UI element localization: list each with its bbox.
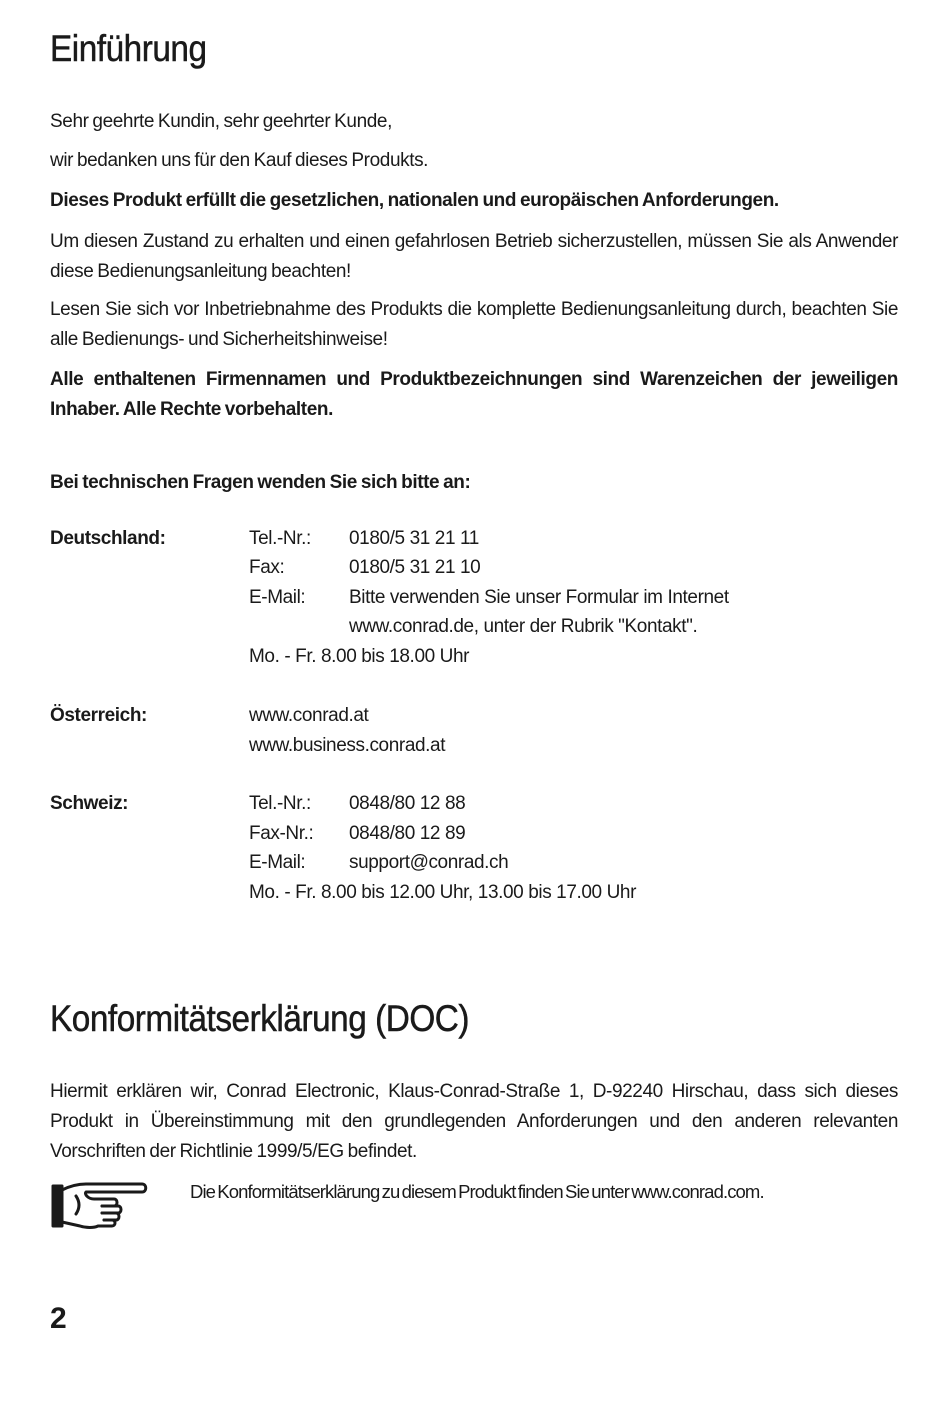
website-link: www.conrad.at	[249, 705, 369, 726]
website-link: www.business.conrad.at	[249, 735, 446, 756]
opening-hours: Mo. - Fr. 8.00 bis 18.00 Uhr	[249, 646, 470, 667]
greeting: Sehr geehrte Kundin, sehr geehrter Kunde,	[50, 111, 392, 132]
tel-value: 0180/5 31 21 11	[349, 528, 479, 549]
doc-text: Hiermit erklären wir, Conrad Electronic, Klaus-Conrad-Straße 1, D-92240 Hirschau, dass sich dieses Produkt in Übereinstimmung mit den grundlegenden Anforderungen und den anderen relevanten Vorschriften der Richtlinie 1999/5/EG befindet.	[50, 1081, 898, 1162]
tel-value: 0848/80 12 88	[349, 793, 466, 814]
fax-label: Fax-Nr.:	[249, 823, 314, 844]
tel-label: Tel.-Nr.:	[249, 793, 311, 814]
section-title-doc: Konformitätserklärung (DOC)	[50, 998, 470, 1039]
email-value-line1: Bitte verwenden Sie unser Formular im Internet	[349, 587, 729, 608]
tel-label: Tel.-Nr.:	[249, 528, 311, 549]
opening-hours: Mo. - Fr. 8.00 bis 12.00 Uhr, 13.00 bis 17.00 Uhr	[249, 882, 637, 903]
trademarks-text: Alle enthaltenen Firmennamen und Produktbezeichnungen sind Warenzeichen der jeweiligen Inhaber. Alle Rechte vorbehalten.	[50, 369, 898, 420]
read-text: Lesen Sie sich vor Inbetriebnahme des Produkts die komplette Bedienungsanleitung durch, beachten Sie alle Bedienungs- und Sicherheitshinweise!	[50, 299, 898, 350]
fax-value: 0848/80 12 89	[349, 823, 466, 844]
fax-value: 0180/5 31 21 10	[349, 557, 481, 578]
email-label: E-Mail:	[249, 852, 306, 873]
email-value: support@conrad.ch	[349, 852, 509, 873]
email-label: E-Mail:	[249, 587, 306, 608]
fax-label: Fax:	[249, 557, 285, 578]
email-value-line2: www.conrad.de, unter der Rubrik "Kontakt".	[349, 616, 698, 637]
country-label: Deutschland:	[50, 528, 166, 549]
compliance-text: Dieses Produkt erfüllt die gesetzlichen, nationalen und europäischen Anforderungen.	[50, 190, 779, 211]
maintain-text: Um diesen Zustand zu erhalten und einen gefahrlosen Betrieb sicherzustellen, müssen Sie als Anwender diese Bedienungsanleitung beachten!	[50, 231, 898, 282]
country-label: Österreich:	[50, 705, 147, 726]
questions-heading: Bei technischen Fragen wenden Sie sich bitte an:	[50, 472, 471, 493]
doc-note: Die Konformitätserklärung zu diesem Produkt finden Sie unter www.conrad.com.	[190, 1181, 764, 1202]
thanks-text: wir bedanken uns für den Kauf dieses Produkts.	[50, 150, 429, 171]
page-number: 2	[50, 1302, 67, 1335]
pointing-hand-icon	[50, 1178, 150, 1234]
section-title-intro: Einführung	[50, 28, 207, 69]
country-label: Schweiz:	[50, 793, 129, 814]
